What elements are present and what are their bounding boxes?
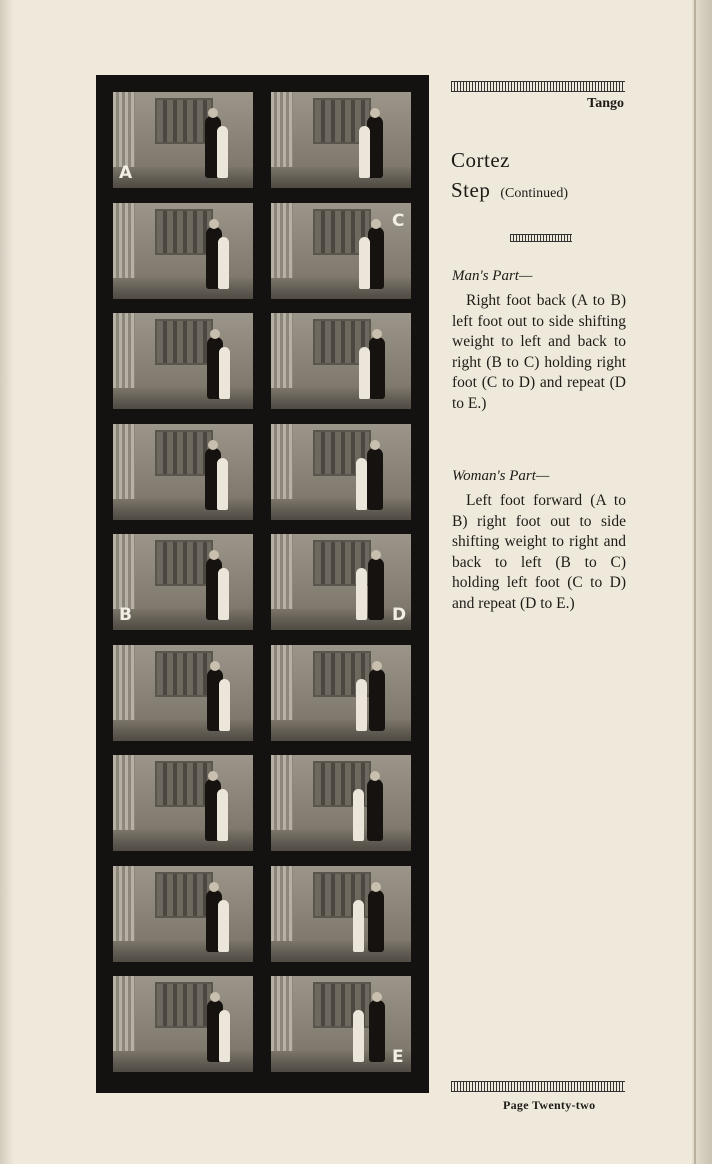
frame-window: [155, 319, 213, 365]
frame-floor: [271, 941, 411, 962]
film-frame: [113, 92, 253, 188]
film-frame: [271, 203, 411, 299]
dancer-woman: [359, 126, 370, 178]
bottom-rule: [451, 1081, 625, 1092]
dancer-woman: [356, 458, 367, 510]
film-strip: [96, 75, 429, 1093]
dancer-man: [369, 1000, 385, 1062]
dancer-man: [369, 669, 385, 731]
frame-letter: C: [392, 211, 405, 231]
frame-letter: E: [392, 1047, 404, 1067]
film-frame: [113, 645, 253, 741]
dancer-man: [368, 890, 384, 952]
section-label: Tango: [587, 96, 624, 111]
dancer-woman: [353, 1010, 364, 1062]
page-number: Page Twenty-two: [503, 1098, 596, 1112]
film-frame: [113, 866, 253, 962]
dancer-head: [209, 219, 219, 229]
page-gutter-shadow: [0, 0, 14, 1164]
frame-floor: [271, 388, 411, 409]
frame-floor: [113, 1051, 253, 1072]
dancer-man: [368, 558, 384, 620]
film-frame: [271, 313, 411, 409]
dancer-woman: [219, 1010, 230, 1062]
dancer-woman: [219, 347, 230, 399]
page-fold-line: [694, 0, 696, 1164]
frame-letter: D: [392, 605, 407, 625]
frame-floor: [271, 1047, 411, 1072]
dancer-head: [371, 550, 381, 560]
film-frame: [271, 424, 411, 520]
frame-floor: [113, 278, 253, 299]
dancer-woman: [217, 126, 228, 178]
film-frame: [271, 866, 411, 962]
film-frame: [113, 203, 253, 299]
frame-floor: [113, 830, 253, 851]
dancer-man: [367, 779, 383, 841]
dancer-woman: [218, 568, 229, 620]
dancer-man: [369, 337, 385, 399]
frame-floor: [113, 605, 253, 630]
frame-floor: [113, 499, 253, 520]
dancer-head: [371, 882, 381, 892]
mans-part-body: Right foot back (A to B) left foot out to side shifting weight to left and back to right (B to C) holding right foot (C to D) and repeat (D to E.): [452, 292, 626, 412]
dancer-woman: [219, 679, 230, 731]
womans-part-heading: Woman's Part—: [452, 468, 550, 484]
frame-floor: [271, 167, 411, 188]
dancer-head: [372, 329, 382, 339]
dancer-man: [368, 227, 384, 289]
dancer-head: [210, 329, 220, 339]
dancer-woman: [353, 789, 364, 841]
dancer-woman: [217, 458, 228, 510]
dancer-head: [370, 108, 380, 118]
frame-floor: [271, 499, 411, 520]
film-frame: [113, 976, 253, 1072]
dancer-head: [370, 440, 380, 450]
frame-floor: [113, 720, 253, 741]
dancer-head: [208, 108, 218, 118]
dancer-head: [210, 661, 220, 671]
frame-floor: [113, 163, 253, 188]
film-frame: [113, 313, 253, 409]
dancer-woman: [217, 789, 228, 841]
mans-part-heading: Man's Part—: [452, 268, 533, 284]
film-frame: [113, 424, 253, 520]
film-frame: [113, 755, 253, 851]
frame-letter: A: [119, 163, 133, 183]
frame-window: [155, 540, 213, 586]
page-title-line2: [451, 178, 568, 203]
frame-window: [155, 209, 213, 255]
page-title-continued: (Continued): [500, 186, 568, 201]
film-frame: [271, 534, 411, 630]
frame-window: [155, 872, 213, 918]
film-frame: [271, 755, 411, 851]
frame-floor: [113, 941, 253, 962]
womans-part-body: Left foot forward (A to B) right foot out to side shifting weight to right and back to left (B to C) holding left foot (C to D) and repeat (D to E.): [452, 492, 626, 612]
dancer-woman: [359, 237, 370, 289]
film-frame: [271, 976, 411, 1072]
dancer-head: [208, 440, 218, 450]
dancer-head: [209, 550, 219, 560]
frame-floor: [271, 278, 411, 299]
dancer-head: [372, 661, 382, 671]
page-title-line2-main: Step: [451, 178, 491, 202]
dancer-woman: [353, 900, 364, 952]
dancer-head: [209, 882, 219, 892]
frame-floor: [271, 830, 411, 851]
page-title-line1: Cortez: [451, 148, 510, 172]
title-divider: [510, 234, 572, 242]
dancer-head: [370, 771, 380, 781]
dancer-man: [367, 448, 383, 510]
film-frame: [271, 92, 411, 188]
film-frame: [271, 645, 411, 741]
frame-window: [155, 982, 213, 1028]
dancer-woman: [218, 900, 229, 952]
frame-floor: [113, 388, 253, 409]
dancer-head: [372, 992, 382, 1002]
film-frame: [113, 534, 253, 630]
top-rule: [451, 81, 625, 92]
dancer-woman: [356, 568, 367, 620]
dancer-head: [371, 219, 381, 229]
frame-floor: [271, 720, 411, 741]
frame-letter: B: [119, 605, 132, 625]
dancer-woman: [218, 237, 229, 289]
dancer-woman: [359, 347, 370, 399]
frame-window: [155, 651, 213, 697]
dancer-head: [210, 992, 220, 1002]
dancer-head: [208, 771, 218, 781]
dancer-woman: [356, 679, 367, 731]
frame-floor: [271, 605, 411, 630]
